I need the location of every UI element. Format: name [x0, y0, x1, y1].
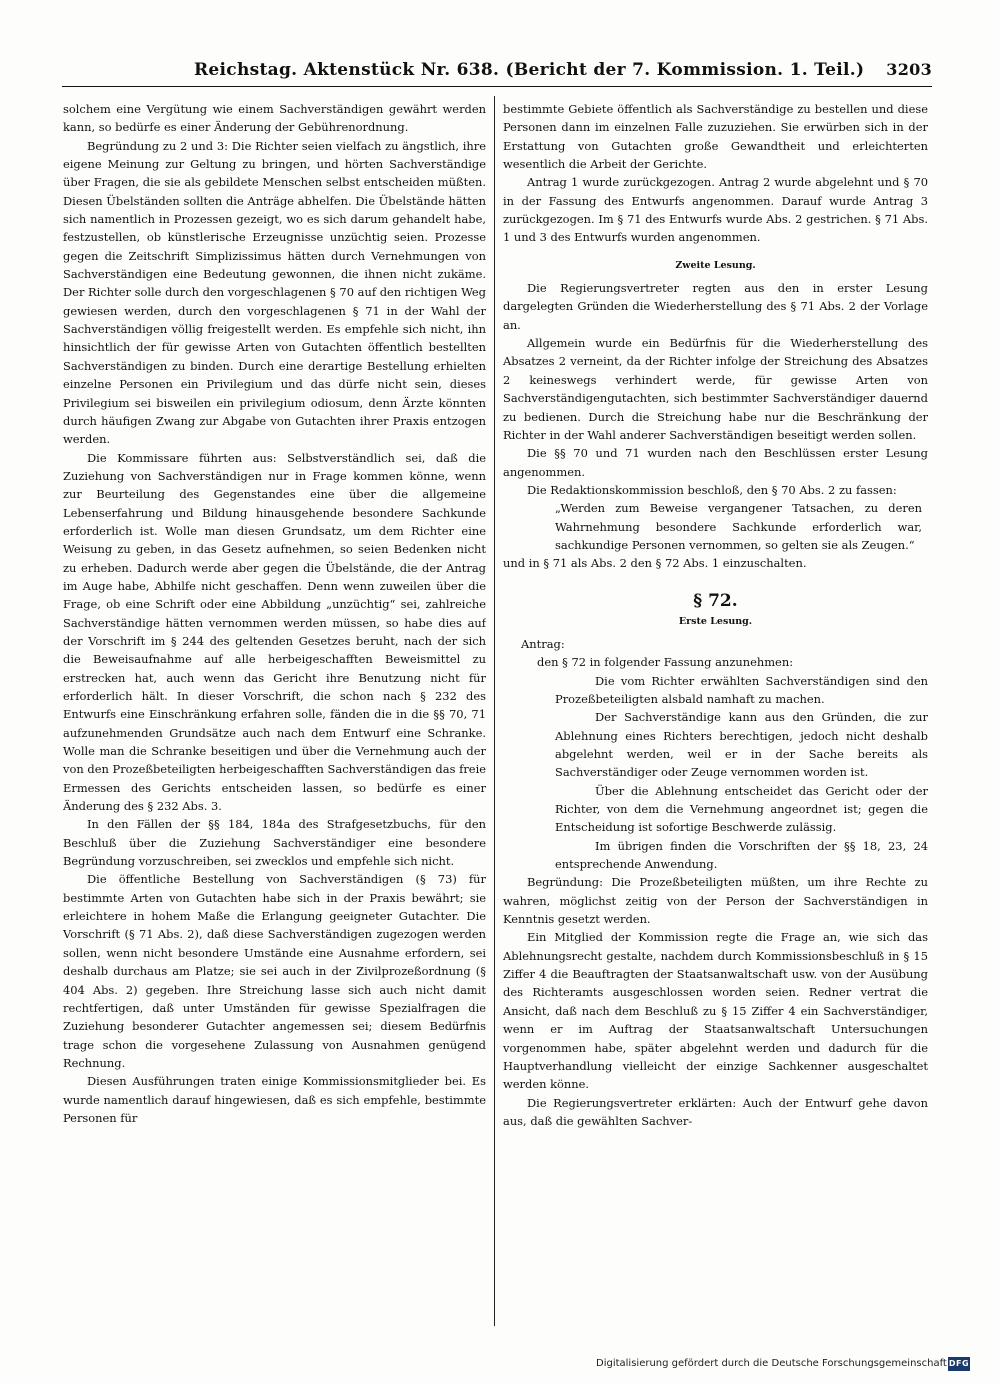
- subsection-heading: Zweite Lesung.: [675, 259, 756, 271]
- paragraph: Über die Ablehnung entscheidet das Gericht oder der Richter, von dem die Vernehmung angeordnet ist; gegen die Entscheidung ist sofortige Beschwerde zulässig.: [555, 783, 928, 835]
- paragraph: Die Redaktionskommission beschloß, den § 70 Abs. 2 zu fassen:: [527, 482, 897, 497]
- paragraph: In den Fällen der §§ 184, 184a des Strafgesetzbuchs, für den Beschluß über die Zuziehung Sachverständiger eine besondere Begründung vorzuschreiben, sei zwecklos und empfehle sich nicht.: [63, 817, 486, 869]
- paragraph: Die Regierungsvertreter erklärten: Auch der Entwurf gehe davon aus, daß die gewählten Sachver-: [503, 1095, 928, 1128]
- dfg-logo: DFG: [948, 1357, 970, 1371]
- paragraph: Diesen Ausführungen traten einige Kommissionsmitglieder bei. Es wurde namentlich darauf hingewiesen, daß es sich empfehle, bestimmte Personen für: [63, 1074, 486, 1125]
- paragraph: Allgemein wurde ein Bedürfnis für die Wiederherstellung des Absatzes 2 verneint, da der Richter infolge der Streichung des Absatzes 2 keineswegs verhindert werde, für gewisse Arten von Sachverständigengutachten, sich bestimmter Sachverständiger dauernd zu bedienen. Durch die Streichung habe nur die Beschränkung der Richter in der Wahl anderer Sachverständigen beseitigt werden sollen.: [503, 336, 928, 442]
- section-heading: § 72.: [693, 590, 738, 611]
- paragraph: Im übrigen finden die Vorschriften der §§ 18, 23, 24 entsprechende Anwendung.: [555, 838, 928, 872]
- paragraph: Ein Mitglied der Kommission regte die Frage an, wie sich das Ablehnungsrecht gestalte, nachdem durch Kommissionsbeschluß in § 15 Ziffer 4 die Beauftragten der Staatsanwaltschaft usw. von der Ausübung des Richteramts ausgeschlossen worden seien. Redner vertrat die Ansicht, daß nach dem Beschluß zu § 15 Ziffer 4 ein Sachverständiger, wenn er im Auftrag der Staatsanwaltschaft Untersuchungen vorgenommen habe, später abgelehnt werden und dadurch für die Hauptverhandlung vielleicht der einzige Sachkenner ausgeschaltet werden könne.: [503, 930, 928, 1092]
- footer: [596, 1358, 970, 1372]
- paragraph: Die Regierungsvertreter regten aus den in erster Lesung dargelegten Gründen die Wiederherstellung des § 71 Abs. 2 der Vorlage an.: [503, 281, 928, 332]
- paragraph: bestimmte Gebiete öffentlich als Sachverständige zu bestellen und diese Personen dann im einzelnen Falle zuzuziehen. Sie erwürben sich in der Erstattung von Gutachten große Gewandtheit und erleichterten wesentlich die Arbeit der Gerichte.: [503, 102, 928, 172]
- paragraph: Der Sachverständige kann aus den Gründen, die zur Ablehnung eines Richters berechtigen, jedoch nicht deshalb abgelehnt werden, weil er in der Sache bereits als Sachverständiger oder Zeuge vernommen worden ist.: [555, 710, 928, 780]
- left-column: [63, 100, 486, 1325]
- page-number: 3203: [886, 60, 932, 79]
- antrag-text: [503, 672, 928, 874]
- paragraph: Die §§ 70 und 71 wurden nach den Beschlüssen erster Lesung angenommen.: [503, 446, 928, 479]
- column-divider: [494, 96, 495, 1326]
- antrag-lead: den § 72 in folgender Fassung anzunehmen:: [537, 655, 794, 670]
- paragraph: Begründung zu 2 und 3: Die Richter seien vielfach zu ängstlich, ihre eigene Meinung zur Geltung zu bringen, und hörten Sachverständige über Fragen, die sie als gebildete Menschen selbst entscheiden müßten. Diesen Übelständen sollten die Anträge abhelfen. Die Übelstände hätten sich namentlich in Prozessen gezeigt, wo es sich darum gehandelt habe, festzustellen, ob künstlerische Erzeugnisse unzüchtig seien. Prozesse gegen die Zeitschrift Simplizissimus hätten durch Vernehmungen von Sachverständigen eine Bedeutung gewonnen, die ihnen nicht zukäme. Der Richter solle durch den vorgeschlagenen § 70 auf den richtigen Weg gewiesen werden, durch den vorgeschlagenen § 71 in der Wahl der Sachverständigen völlig freigestellt werden. Es empfehle sich nicht, ihn hinsichtlich der für gewisse Arten von Gutachten öffentlich bestellten Sachverständigen zu binden. Durch eine derartige Bestellung erhielten einzelne Personen ein Privilegium und das dürfe nicht sein, dieses Privilegium sei bisweilen ein privilegium odiosum, denn Ärzte könnten durch häufigen Zwang zur Abgabe von Gutachten ihrer Praxis entzogen werden.: [63, 138, 486, 447]
- paragraph: Die vom Richter erwählten Sachverständigen sind den Prozeßbeteiligten alsbald namhaft zu machen.: [555, 673, 928, 706]
- right-column: [503, 100, 928, 1325]
- subsection-heading: Erste Lesung.: [678, 615, 753, 627]
- paragraph: und in § 71 als Abs. 2 den § 72 Abs. 1 einzuschalten.: [503, 556, 807, 571]
- paragraph: Antrag 1 wurde zurückgezogen. Antrag 2 wurde abgelehnt und § 70 in der Fassung des Entwurfs angenommen. Darauf wurde Antrag 3 zurückgezogen. Im § 71 des Entwurfs wurde Abs. 2 gestrichen. § 71 Abs. 1 und 3 des Entwurfs wurden angenommen.: [503, 175, 928, 245]
- paragraph: Die öffentliche Bestellung von Sachverständigen (§ 73) für bestimmte Arten von Gutachten habe sich in der Praxis bewährt; sie erleichtere in hohem Maße die Erlangung geeigneter Gutachter. Die Vorschrift (§ 71 Abs. 2), daß diese Sachverständigen zugezogen werden sollen, wenn nicht besondere Umstände eine Ausnahme erfordern, sei deshalb durchaus am Platze; sie sei auch in der Zivilprozeßordnung (§ 404 Abs. 2) gegeben. Ihre Streichung lasse sich auch nicht damit rechtfertigen, daß unter Umständen für gewisse Spezialfragen die Zuziehung besonderer Gutachter angemessen sei; diesem Bedürfnis trage schon die vorgesehene Zulassung von Ausnahmen genügend Rechnung.: [63, 872, 486, 1070]
- antrag-label: Antrag:: [521, 636, 565, 651]
- quoted-text: „Werden zum Beweise vergangener Tatsachen, zu deren Wahrnehmung besondere Sachkunde erforderlich war, sachkundige Personen vernommen, so gelten sie als Zeugen.“: [555, 501, 922, 552]
- paragraph: Die Kommissare führten aus: Selbstverständlich sei, daß die Zuziehung von Sachverständigen nur in Frage kommen könne, wenn zur Beurteilung des Gegenstandes eine über die allgemeine Lebenserfahrung und Bildung hinausgehende besondere Sachkunde erforderlich ist. Wolle man diesen Grundsatz, um dem Richter eine Weisung zu geben, in das Gesetz aufnehmen, so seien Bedenken nicht zu erheben. Dadurch werde aber gegen die Übelstände, die der Antrag im Auge habe, Abhilfe nicht geschaffen. Denn wenn zuweilen über die Frage, ob eine Schrift oder eine Abbildung „unzüchtig“ sei, zahlreiche Sachverständige hätten vernommen werden müssen, so habe dies auf der Vorschrift im § 244 des geltenden Gesetzes beruht, nach der sich die Beweisaufnahme auf alle herbeigeschafften Beweismittel zu erstrecken hat, auch wenn das Gericht ihre Benutzung nicht für erforderlich hält. In dieser Vorschrift, die schon nach § 232 des Entwurfs eine Einschränkung erfahren solle, fänden die in die §§ 70, 71 aufzunehmenden Grundsätze auch nach dem Entwurf eine Schranke. Wolle man die Schranke beseitigen und über die Vernehmung auch der von den Prozeßbeteiligten herbeigeschafften Sachverständigen das freie Ermessen des Gerichts entscheiden lassen, so bedürfe es einer Änderung des § 232 Abs. 3.: [63, 450, 486, 814]
- paragraph: solchem eine Vergütung wie einem Sachverständigen gewährt werden kann, so bedürfe es einer Änderung der Gebührenordnung.: [63, 102, 486, 135]
- running-header: [62, 56, 932, 87]
- header-title: Reichstag. Aktenstück Nr. 638. (Bericht der 7. Kommission. 1. Teil.): [194, 60, 865, 80]
- paragraph: Begründung: Die Prozeßbeteiligten müßten, um ihre Rechte zu wahren, möglichst zeitig von der Person der Sachverständigen in Kenntnis gesetzt werden.: [503, 875, 928, 927]
- footer-text: Digitalisierung gefördert durch die Deutsche Forschungsgemeinschaft: [596, 1358, 947, 1369]
